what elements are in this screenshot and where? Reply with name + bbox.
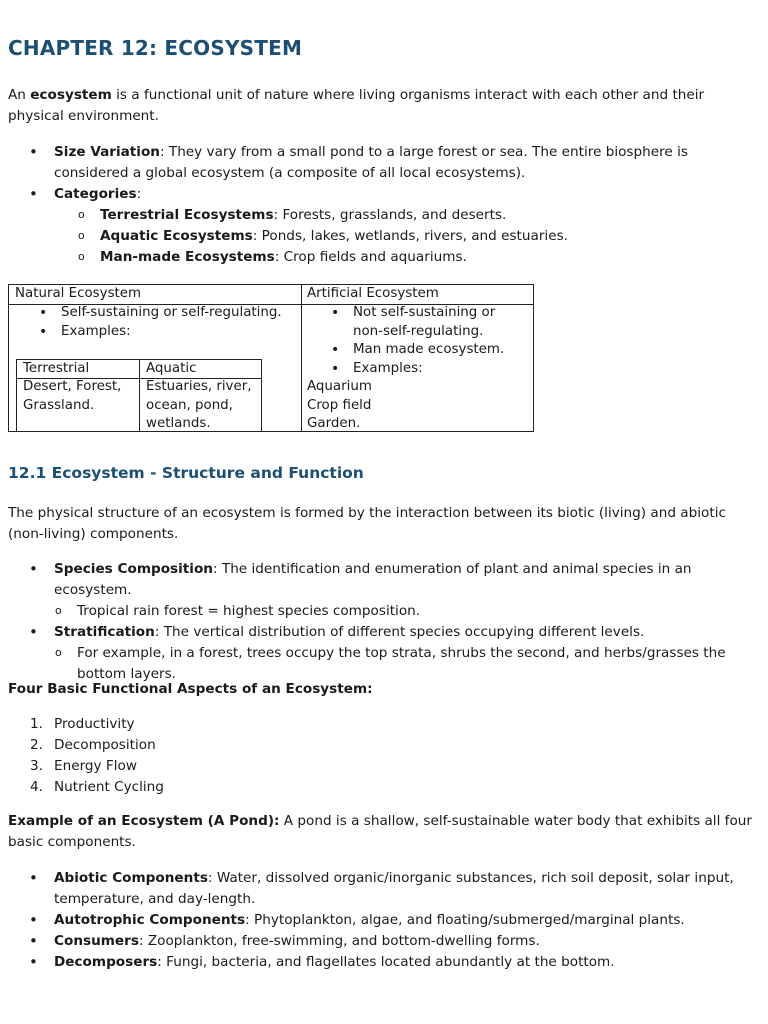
- functional-list: [8, 714, 760, 798]
- artificial-points: [301, 304, 533, 434]
- list-item: [8, 247, 760, 268]
- list-item: [8, 205, 760, 226]
- structure-list: [8, 559, 760, 685]
- intro-bold: ecosystem: [30, 87, 112, 103]
- item-text: : Fungi, bacteria, and flagellates located abundantly at the bottom.: [157, 954, 615, 970]
- intro-paragraph: [8, 85, 760, 127]
- list-item: 4. Nutrient Cycling: [30, 779, 164, 795]
- list-item: [301, 304, 533, 341]
- ecosystem-comparison-table: [8, 284, 534, 432]
- list-item: [8, 622, 760, 643]
- natural-examples-table: [16, 359, 262, 432]
- terrestrial-cell: [23, 378, 121, 415]
- item-bold: Man-made Ecosystems: [100, 249, 275, 265]
- item-text: : The identification and enumeration of plant and animal species in an ecosystem.: [54, 561, 692, 598]
- list-item: [8, 868, 760, 910]
- artificial-example: Crop field: [307, 397, 372, 413]
- section-heading: 12.1 Ecosystem - Structure and Function: [8, 464, 364, 482]
- pond-bold: Example of an Ecosystem (A Pond):: [8, 813, 280, 829]
- list-item: • Self-sustaining or self-regulating.: [9, 304, 299, 323]
- item-bold: Consumers: [54, 933, 139, 949]
- functional-heading: [8, 679, 760, 700]
- item-bold: Stratification: [54, 624, 155, 640]
- item-text: non-self-regulating.: [353, 323, 484, 339]
- intro-post: is a functional unit of nature where living organisms interact with each other and their physical environment.: [8, 87, 705, 124]
- list-item: 1. Productivity: [30, 716, 135, 732]
- item-text: :: [136, 186, 142, 202]
- artificial-example: Aquarium: [307, 379, 372, 394]
- item-bold: Autotrophic Components: [54, 912, 246, 928]
- item-text: : The vertical distribution of different species occupying different levels.: [154, 624, 645, 640]
- list-item: [8, 910, 760, 931]
- item-text: : Forests, grasslands, and deserts.: [273, 207, 507, 223]
- pond-text: A pond is a shallow, self-sustainable water body that exhibits all four basic components.: [8, 813, 752, 850]
- list-item: • Examples:: [9, 323, 299, 342]
- list-item: o Tropical rain forest = highest species composition.: [8, 601, 760, 622]
- heading-text: Four Basic Functional Aspects of an Ecosystem:: [8, 681, 373, 697]
- artificial-example: Garden.: [307, 416, 361, 431]
- natural-header: Natural Ecosystem: [15, 286, 142, 301]
- cell-line: Grassland.: [23, 397, 95, 413]
- item-text: Decomposition: [54, 737, 156, 753]
- list-item: o For example, in a forest, trees occupy the top strata, shrubs the second, and herbs/grasses the bottom layers.: [8, 643, 760, 685]
- list-item: [8, 142, 760, 184]
- cell-line: wetlands.: [146, 416, 211, 431]
- aquatic-header: Aquatic: [146, 361, 197, 376]
- cell-line: Desert, Forest,: [23, 379, 122, 394]
- terrestrial-header: Terrestrial: [23, 361, 90, 376]
- item-text: : Zooplankton, free-swimming, and bottom-dwelling forms.: [138, 933, 540, 949]
- pond-components-list: [8, 868, 760, 973]
- list-item: 3. Energy Flow: [30, 758, 137, 774]
- structure-paragraph: The physical structure of an ecosystem is formed by the interaction between its biotic (living) and abiotic (non-living) components.: [8, 505, 726, 542]
- item-text: : They vary from a small pond to a large forest or sea. The entire biosphere is considered a global ecosystem (a composite of all local ecosystems).: [54, 144, 688, 181]
- intro-pre: An: [8, 87, 31, 103]
- pond-paragraph: [8, 811, 760, 853]
- item-bold: Abiotic Components: [54, 870, 208, 886]
- item-text: Not self-sustaining or: [353, 305, 496, 320]
- item-text: : Water, dissolved organic/inorganic substances, rich soil deposit, solar input, temperature, and day-length.: [54, 870, 734, 907]
- list-item: [8, 184, 760, 205]
- item-text: : Phytoplankton, algae, and floating/submerged/marginal plants.: [245, 912, 685, 928]
- item-text: : Ponds, lakes, wetlands, rivers, and estuaries.: [252, 228, 568, 244]
- item-bold: Species Composition: [54, 561, 213, 577]
- chapter-title: CHAPTER 12: ECOSYSTEM: [8, 36, 303, 60]
- list-item: [8, 559, 760, 601]
- cell-line: Estuaries, river,: [146, 379, 252, 394]
- item-text: Nutrient Cycling: [54, 779, 164, 795]
- list-item: [8, 931, 760, 952]
- aquatic-cell: [146, 378, 251, 434]
- item-bold: Aquatic Ecosystems: [100, 228, 253, 244]
- item-text: Productivity: [54, 716, 135, 732]
- natural-points: [9, 304, 299, 341]
- item-text: Energy Flow: [54, 758, 137, 774]
- list-item: [8, 952, 760, 973]
- item-bold: Categories: [54, 186, 137, 202]
- item-bold: Terrestrial Ecosystems: [100, 207, 274, 223]
- cell-line: ocean, pond,: [146, 397, 233, 413]
- item-bold: Size Variation: [54, 144, 160, 160]
- item-bold: Decomposers: [54, 954, 158, 970]
- item-text: : Crop fields and aquariums.: [274, 249, 467, 265]
- list-item: • Man made ecosystem.: [301, 341, 533, 360]
- list-item: [8, 226, 760, 247]
- list-item: 2. Decomposition: [30, 737, 156, 753]
- overview-list: [8, 142, 760, 268]
- list-item: • Examples:: [301, 360, 533, 379]
- artificial-header: Artificial Ecosystem: [307, 286, 439, 301]
